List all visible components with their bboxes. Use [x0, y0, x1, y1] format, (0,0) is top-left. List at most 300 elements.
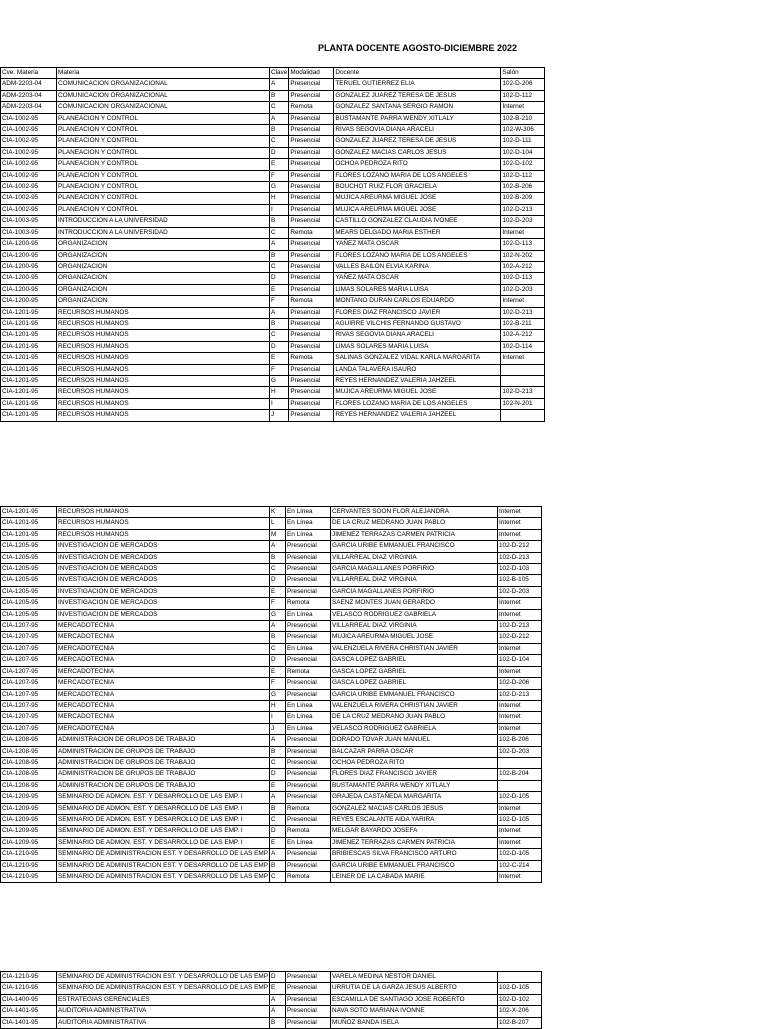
cell-salon: 102-C-214 — [498, 860, 542, 871]
cell-materia: AUDITORIA ADMINISTRATIVA — [57, 1017, 270, 1028]
cell-docente: NAVA SOTO MARIANA IVONNE — [331, 1006, 498, 1017]
cell-docente: LEINER DE LA CABADA MARIE — [331, 872, 498, 883]
cell-docente: BRIBIESCAS SILVA FRANCISCO ARTURO — [331, 849, 498, 860]
cell-clave: C — [270, 757, 286, 768]
cell-modalidad: Presencial — [286, 632, 331, 643]
cell-modalidad: Presencial — [289, 113, 334, 124]
cell-modalidad: Presencial — [286, 678, 331, 689]
cell-modalidad: Remota — [289, 227, 334, 238]
cell-clave: A — [270, 1006, 286, 1017]
cell-clave: D — [270, 655, 286, 666]
cell-docente: VELASCO RODRIGUEZ GABRIELA — [331, 723, 498, 734]
cell-clave: A — [270, 994, 286, 1005]
cell-cve-materia: CIA-1209-95 — [1, 826, 57, 837]
cell-clave: B — [270, 216, 289, 227]
cell-materia: PLANEACION Y CONTROL — [57, 125, 270, 136]
cell-cve-materia: CIA-1002-95 — [1, 113, 57, 124]
cell-modalidad: En Línea — [286, 518, 331, 529]
cell-materia: INVESTIGACION DE MERCADOS — [57, 575, 270, 586]
cell-clave: A — [270, 239, 289, 250]
cell-docente: DE LA CRUZ MEDRANO JUAN PABLO — [331, 518, 498, 529]
cell-clave: C — [270, 102, 289, 113]
cell-materia: MERCADOTECNIA — [57, 643, 270, 654]
table-row — [1, 972, 542, 983]
cell-salon: Internet — [498, 598, 542, 609]
cell-cve-materia: CIA-1200-95 — [1, 296, 57, 307]
cell-clave: F — [270, 170, 289, 181]
cell-salon: 102-B-105 — [498, 575, 542, 586]
cell-modalidad: Presencial — [289, 90, 334, 101]
cell-docente: GARCIA URIBE EMMANUEL FRANCISCO — [331, 860, 498, 871]
cell-docente: MUÑOZ BANDA ISELA — [331, 1017, 498, 1028]
cell-docente: MONTANO DURAN CARLOS EDUARDO — [334, 296, 501, 307]
cell-materia: SEMINARIO DE ADMON. EST. Y DESARROLLO DE LAS EMP. I — [57, 803, 270, 814]
cell-materia: RECURSOS HUMANOS — [57, 518, 270, 529]
cell-cve-materia: CIA-1210-95 — [1, 972, 57, 983]
table-row — [1, 159, 545, 170]
schedule-table-2 — [0, 506, 542, 883]
cell-docente: VILLARREAL DIAZ VIRGINIA — [331, 552, 498, 563]
cell-modalidad: Presencial — [286, 780, 331, 791]
cell-clave: I — [270, 204, 289, 215]
cell-salon: 102-D-105 — [498, 792, 542, 803]
cell-docente: ESCAMILLA DE SANTIAGO JOSE ROBERTO — [331, 994, 498, 1005]
cell-clave: B — [270, 803, 286, 814]
cell-modalidad: Remota — [289, 296, 334, 307]
cell-salon: 102-A-212 — [501, 330, 545, 341]
cell-docente: LANDA TALAVERA ISAURO — [334, 364, 501, 375]
cell-materia: ESTRATEGIAS GERENCIALES — [57, 994, 270, 1005]
cell-salon: Internet — [498, 712, 542, 723]
cell-cve-materia: CIA-1208-95 — [1, 780, 57, 791]
table-row — [1, 621, 542, 632]
cell-clave: C — [270, 564, 286, 575]
cell-clave: K — [270, 507, 286, 518]
cell-materia: INTRODUCCION A LA UNIVERSIDAD — [57, 216, 270, 227]
cell-modalidad: Presencial — [289, 193, 334, 204]
header-materia: Materia — [57, 68, 270, 79]
cell-clave: B — [270, 860, 286, 871]
table-row — [1, 837, 542, 848]
header-modalidad: Modalidad — [289, 68, 334, 79]
cell-cve-materia: CIA-1208-95 — [1, 769, 57, 780]
cell-docente: GONZALEZ MACIAS CARLOS JESUS — [331, 803, 498, 814]
cell-modalidad: En Línea — [286, 723, 331, 734]
cell-salon — [501, 410, 545, 421]
cell-cve-materia: CIA-1201-95 — [1, 341, 57, 352]
table-row — [1, 398, 545, 409]
cell-cve-materia: CIA-1201-95 — [1, 330, 57, 341]
cell-modalidad: Presencial — [289, 273, 334, 284]
table-row — [1, 387, 545, 398]
cell-materia: MERCADOTECNIA — [57, 700, 270, 711]
cell-cve-materia: CIA-1207-95 — [1, 700, 57, 711]
cell-docente: GONZALEZ MACIAS CARLOS JESUS — [334, 147, 501, 158]
table-row — [1, 307, 545, 318]
cell-materia: AUDITORIA ADMINISTRATIVA — [57, 1006, 270, 1017]
cell-clave: H — [270, 193, 289, 204]
cell-cve-materia: CIA-1205-95 — [1, 564, 57, 575]
cell-materia: ADMINISTRACION DE GRUPOS DE TRABAJO — [57, 780, 270, 791]
cell-clave: B — [270, 250, 289, 261]
cell-cve-materia: CIA-1201-95 — [1, 529, 57, 540]
cell-clave: C — [270, 227, 289, 238]
cell-materia: ORGANIZACION — [57, 261, 270, 272]
cell-cve-materia: CIA-1205-95 — [1, 552, 57, 563]
table-row — [1, 860, 542, 871]
table-row — [1, 1017, 542, 1028]
cell-docente: VALENZUELA RIVERA CHRISTIAN JAVIER — [331, 700, 498, 711]
document-title — [0, 43, 768, 53]
cell-salon: 102-D-104 — [501, 147, 545, 158]
cell-modalidad: En Línea — [286, 700, 331, 711]
cell-salon: 102-B-206 — [498, 735, 542, 746]
cell-materia: MERCADOTECNIA — [57, 723, 270, 734]
cell-docente: MUJICA AREURMA MIGUEL JOSE — [334, 204, 501, 215]
cell-cve-materia: ADM-2203-04 — [1, 102, 57, 113]
cell-modalidad: Presencial — [286, 860, 331, 871]
table-row — [1, 735, 542, 746]
table-row — [1, 723, 542, 734]
table-row — [1, 193, 545, 204]
table-row — [1, 757, 542, 768]
cell-materia: RECURSOS HUMANOS — [57, 375, 270, 386]
cell-docente: SALINAS GONZALEZ VIDAL KARLA MARGARITA — [334, 353, 501, 364]
table-row — [1, 507, 542, 518]
cell-modalidad: Presencial — [289, 284, 334, 295]
cell-salon: Internet — [501, 353, 545, 364]
cell-clave: G — [270, 182, 289, 193]
cell-cve-materia: CIA-1201-95 — [1, 364, 57, 375]
cell-materia: PLANEACION Y CONTROL — [57, 204, 270, 215]
cell-cve-materia: CIA-1210-95 — [1, 872, 57, 883]
cell-docente: DORADO TOVAR JUAN MANUEL — [331, 735, 498, 746]
cell-clave: G — [270, 609, 286, 620]
cell-materia: PLANEACION Y CONTROL — [57, 159, 270, 170]
table-row — [1, 769, 542, 780]
cell-docente: MUJICA AREURMA MIGUEL JOSE — [331, 632, 498, 643]
cell-salon: 102-D-213 — [498, 552, 542, 563]
cell-materia: MERCADOTECNIA — [57, 666, 270, 677]
cell-salon: Internet — [501, 227, 545, 238]
table-row — [1, 678, 542, 689]
cell-materia: PLANEACION Y CONTROL — [57, 113, 270, 124]
cell-materia: ADMINISTRACION DE GRUPOS DE TRABAJO — [57, 769, 270, 780]
table-row — [1, 216, 545, 227]
cell-docente: YAÑEZ MATA OSCAR — [334, 239, 501, 250]
cell-cve-materia: CIA-1207-95 — [1, 678, 57, 689]
table-row — [1, 983, 542, 994]
cell-modalidad: En Línea — [286, 507, 331, 518]
table-row — [1, 330, 545, 341]
cell-docente: LIMAS SOLARES MARIA LUISA — [334, 341, 501, 352]
cell-salon: 102-D-105 — [498, 849, 542, 860]
cell-materia: RECURSOS HUMANOS — [57, 387, 270, 398]
cell-modalidad: Presencial — [286, 689, 331, 700]
cell-docente: GARCIA URIBE EMMANUEL FRANCISCO — [331, 541, 498, 552]
cell-docente: SAENZ MONTES JUAN GERARDO — [331, 598, 498, 609]
cell-docente: VILLARREAL DIAZ VIRGINIA — [331, 621, 498, 632]
cell-materia: RECURSOS HUMANOS — [57, 307, 270, 318]
cell-clave: E — [270, 666, 286, 677]
table-row — [1, 552, 542, 563]
cell-docente: DE LA CRUZ MEDRANO JUAN PABLO — [331, 712, 498, 723]
cell-cve-materia: CIA-1200-95 — [1, 250, 57, 261]
cell-cve-materia: CIA-1207-95 — [1, 689, 57, 700]
cell-salon: Internet — [498, 518, 542, 529]
table-row — [1, 239, 545, 250]
cell-modalidad: Presencial — [289, 364, 334, 375]
cell-salon: 102-D-212 — [498, 541, 542, 552]
cell-docente: MELGAR BAYARDO JOSEFA — [331, 826, 498, 837]
cell-modalidad: En Línea — [286, 837, 331, 848]
cell-cve-materia: CIA-1003-95 — [1, 216, 57, 227]
cell-docente: GRAJEDA CASTAÑEDA MARGARITA — [331, 792, 498, 803]
cell-docente: LIMAS SOLARES MARIA LUISA — [334, 284, 501, 295]
cell-modalidad: Presencial — [286, 621, 331, 632]
cell-salon: 102-D-114 — [501, 341, 545, 352]
table-row — [1, 666, 542, 677]
cell-cve-materia: CIA-1002-95 — [1, 159, 57, 170]
table-row — [1, 746, 542, 757]
cell-materia: RECURSOS HUMANOS — [57, 529, 270, 540]
cell-clave: A — [270, 849, 286, 860]
table-row — [1, 410, 545, 421]
header-salon: Salón — [501, 68, 545, 79]
cell-modalidad: En Línea — [286, 609, 331, 620]
header-cve-materia: Cve. Materia — [1, 68, 57, 79]
cell-cve-materia: CIA-1209-95 — [1, 803, 57, 814]
cell-docente: MUJICA AREURMA MIGUEL JOSE — [334, 193, 501, 204]
cell-modalidad: Presencial — [289, 182, 334, 193]
cell-salon: Internet — [498, 643, 542, 654]
cell-clave: E — [270, 586, 286, 597]
cell-salon: Internet — [498, 507, 542, 518]
cell-modalidad: Presencial — [286, 1017, 331, 1028]
cell-salon: Internet — [498, 837, 542, 848]
cell-clave: L — [270, 518, 286, 529]
cell-docente: VALLES BAILON ELVIA KARINA — [334, 261, 501, 272]
cell-modalidad: Presencial — [289, 136, 334, 147]
cell-materia: INTRODUCCION A LA UNIVERSIDAD — [57, 227, 270, 238]
cell-salon — [501, 375, 545, 386]
cell-materia: SEMINARIO DE ADMINISTRACION EST. Y DESARROLLO DE LAS EMP — [57, 972, 270, 983]
cell-materia: SEMINARIO DE ADMON. EST. Y DESARROLLO DE LAS EMP. I — [57, 814, 270, 825]
cell-modalidad: Remota — [289, 102, 334, 113]
cell-docente: FLORES DIAZ FRANCISCO JAVIER — [334, 307, 501, 318]
table-row — [1, 632, 542, 643]
cell-modalidad: Presencial — [289, 318, 334, 329]
table-row — [1, 849, 542, 860]
cell-cve-materia: CIA-1208-95 — [1, 757, 57, 768]
cell-cve-materia: CIA-1205-95 — [1, 598, 57, 609]
cell-materia: INVESTIGACION DE MERCADOS — [57, 552, 270, 563]
cell-modalidad: Presencial — [289, 250, 334, 261]
cell-cve-materia: CIA-1201-95 — [1, 353, 57, 364]
cell-materia: ORGANIZACION — [57, 284, 270, 295]
cell-modalidad: En Línea — [286, 643, 331, 654]
cell-materia: MERCADOTECNIA — [57, 689, 270, 700]
table-row — [1, 102, 545, 113]
cell-materia: SEMINARIO DE ADMINISTRACION EST. Y DESARROLLO DE LAS EMP — [57, 872, 270, 883]
cell-modalidad: Remota — [286, 598, 331, 609]
table-row — [1, 575, 542, 586]
cell-docente: BUSTAMANTE PARRA WENDY XITLALY — [331, 780, 498, 791]
cell-salon: 102-D-206 — [498, 678, 542, 689]
cell-cve-materia: CIA-1207-95 — [1, 666, 57, 677]
cell-cve-materia: CIA-1208-95 — [1, 735, 57, 746]
cell-materia: PLANEACION Y CONTROL — [57, 170, 270, 181]
cell-modalidad: Presencial — [286, 983, 331, 994]
table-row — [1, 780, 542, 791]
cell-cve-materia: CIA-1205-95 — [1, 575, 57, 586]
cell-docente: MEARS DELGADO MARIA ESTHER — [334, 227, 501, 238]
cell-clave: C — [270, 261, 289, 272]
cell-clave: E — [270, 284, 289, 295]
cell-modalidad: En Línea — [286, 529, 331, 540]
cell-clave: D — [270, 769, 286, 780]
cell-docente: MUJICA AREURMA MIGUEL JOSE — [334, 387, 501, 398]
cell-cve-materia: CIA-1201-95 — [1, 518, 57, 529]
cell-cve-materia: CIA-1201-95 — [1, 375, 57, 386]
table-row — [1, 564, 542, 575]
cell-cve-materia: CIA-1210-95 — [1, 849, 57, 860]
cell-clave: G — [270, 375, 289, 386]
cell-modalidad: Presencial — [286, 792, 331, 803]
cell-cve-materia: CIA-1201-95 — [1, 307, 57, 318]
cell-materia: PLANEACION Y CONTROL — [57, 193, 270, 204]
table-row — [1, 598, 542, 609]
cell-modalidad: En Línea — [286, 712, 331, 723]
cell-cve-materia: CIA-1207-95 — [1, 632, 57, 643]
cell-modalidad: Presencial — [286, 769, 331, 780]
cell-salon: 102-B-207 — [498, 1017, 542, 1028]
cell-salon: 102-B-209 — [501, 193, 545, 204]
table-row — [1, 994, 542, 1005]
cell-materia: SEMINARIO DE ADMINISTRACION EST. Y DESARROLLO DE LAS EMP — [57, 860, 270, 871]
cell-salon: Internet — [498, 700, 542, 711]
cell-modalidad: Presencial — [289, 387, 334, 398]
cell-docente: BALCAZAR PARRA OSCAR — [331, 746, 498, 757]
cell-clave: C — [270, 330, 289, 341]
table-row — [1, 204, 545, 215]
cell-docente: AGUIRRE VILCHIS FERNANDO GUSTAVO — [334, 318, 501, 329]
cell-docente: RIVAS SEGOVIA DIANA ARACELI — [334, 330, 501, 341]
table-row — [1, 518, 542, 529]
cell-clave: E — [270, 353, 289, 364]
table-row — [1, 826, 542, 837]
cell-materia: COMUNICACION ORGANIZACIONAL — [57, 79, 270, 90]
cell-clave: D — [270, 575, 286, 586]
cell-clave: A — [270, 307, 289, 318]
cell-materia: RECURSOS HUMANOS — [57, 341, 270, 352]
cell-docente: GONZALEZ SANTANA SERGIO RAMON — [334, 102, 501, 113]
cell-salon: Internet — [498, 609, 542, 620]
cell-cve-materia: CIA-1205-95 — [1, 586, 57, 597]
cell-salon: 102-D-105 — [498, 983, 542, 994]
cell-salon: Internet — [498, 826, 542, 837]
cell-materia: RECURSOS HUMANOS — [57, 318, 270, 329]
table-row — [1, 609, 542, 620]
cell-modalidad: Presencial — [286, 849, 331, 860]
schedule-table-3 — [0, 971, 542, 1029]
cell-modalidad: Remota — [286, 826, 331, 837]
cell-docente: VALENZUELA RIVERA CHRISTIAN JAVIER — [331, 643, 498, 654]
cell-clave: B — [270, 1017, 286, 1028]
cell-clave: A — [270, 621, 286, 632]
cell-docente: VARELA MEDINA NESTOR DANIEL — [331, 972, 498, 983]
cell-cve-materia: CIA-1201-95 — [1, 410, 57, 421]
cell-modalidad: Presencial — [286, 735, 331, 746]
cell-cve-materia: CIA-1201-95 — [1, 507, 57, 518]
cell-materia: RECURSOS HUMANOS — [57, 364, 270, 375]
table-row — [1, 250, 545, 261]
cell-clave: B — [270, 632, 286, 643]
table-row — [1, 79, 545, 90]
cell-salon: 102-B-210 — [501, 113, 545, 124]
cell-salon — [498, 972, 542, 983]
cell-docente: OCHOA PEDROZA RITO — [331, 757, 498, 768]
cell-clave: F — [270, 678, 286, 689]
cell-salon: Internet — [501, 102, 545, 113]
cell-clave: D — [270, 341, 289, 352]
cell-cve-materia: CIA-1200-95 — [1, 239, 57, 250]
cell-cve-materia: CIA-1200-95 — [1, 273, 57, 284]
cell-salon: Internet — [501, 296, 545, 307]
cell-cve-materia: CIA-1401-95 — [1, 1017, 57, 1028]
cell-materia: ORGANIZACION — [57, 296, 270, 307]
table-row — [1, 90, 545, 101]
cell-salon: 102-D-203 — [498, 746, 542, 757]
cell-clave: C — [270, 814, 286, 825]
cell-docente: GONZALEZ JUAREZ TERESA DE JESUS — [334, 136, 501, 147]
cell-modalidad: Presencial — [289, 125, 334, 136]
cell-materia: ORGANIZACION — [57, 273, 270, 284]
document-title-text: PLANTA DOCENTE AGOSTO-DICIEMBRE 2022 — [317, 43, 518, 53]
cell-materia: MERCADOTECNIA — [57, 655, 270, 666]
cell-clave: B — [270, 552, 286, 563]
table-row — [1, 712, 542, 723]
cell-clave: C — [270, 643, 286, 654]
cell-cve-materia: CIA-1207-95 — [1, 655, 57, 666]
cell-clave: E — [270, 983, 286, 994]
cell-docente: YAÑEZ MATA OSCAR — [334, 273, 501, 284]
cell-salon: 102-D-213 — [501, 307, 545, 318]
cell-modalidad: Presencial — [286, 746, 331, 757]
cell-modalidad: Presencial — [286, 972, 331, 983]
cell-salon: 102-D-213 — [498, 689, 542, 700]
cell-cve-materia: CIA-1401-95 — [1, 1006, 57, 1017]
table-row — [1, 643, 542, 654]
cell-salon: 102-D-105 — [498, 814, 542, 825]
cell-cve-materia: CIA-1201-95 — [1, 318, 57, 329]
cell-salon: 102-D-102 — [498, 994, 542, 1005]
cell-docente: GONZALEZ JUAREZ TERESA DE JESUS — [334, 90, 501, 101]
cell-docente: GARCIA MAGALLANES PORFIRIO — [331, 564, 498, 575]
cell-salon: 102-N-202 — [501, 250, 545, 261]
table-row — [1, 136, 545, 147]
cell-modalidad: Remota — [286, 872, 331, 883]
cell-modalidad: Presencial — [286, 564, 331, 575]
cell-salon: Internet — [498, 803, 542, 814]
cell-salon: 102-D-212 — [498, 632, 542, 643]
table-row — [1, 541, 542, 552]
cell-docente: GASCA LOPEZ GABRIEL — [331, 666, 498, 677]
cell-cve-materia: CIA-1002-95 — [1, 136, 57, 147]
cell-modalidad: Presencial — [289, 79, 334, 90]
cell-cve-materia: CIA-1003-95 — [1, 227, 57, 238]
cell-cve-materia: CIA-1002-95 — [1, 170, 57, 181]
